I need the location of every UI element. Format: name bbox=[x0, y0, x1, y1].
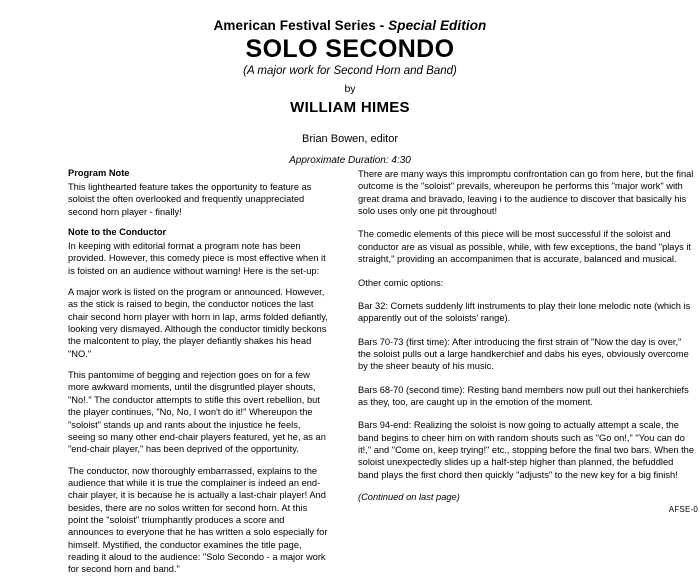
comic-option-bars-68-70: Bars 68-70 (second time): Resting band members now pull out thei hankerchiefs as they, too, are caught up in the emotion of the moment. bbox=[358, 384, 689, 408]
comic-option-bars-94-end: Bars 94-end: Realizing the soloist is now going to actually attempt a scale, the band begins to cheer him on with random shouts such as "Go on!," "You can do it!," and "Come on, keep trying!" etc., stopping before the final two bars. When the soloist unexpectedly slides up a half-step higher than planned, the befuddled band plays the first chord then quickly "adjusts" to the new key for a big finish! bbox=[358, 420, 694, 480]
plate-code: AFSE-0 bbox=[668, 505, 698, 514]
subtitle: (A major work for Second Horn and Band) bbox=[243, 64, 457, 77]
conductor-paragraph-3: This pantomime of begging and rejection goes on for a few more awkward moments, until the disgruntled player shouts, "No!." The conductor attempts to stifle this overt rebellion, but the player continues, "No, No, I won't do it!" Whereupon the "soloist" stands up and rants about the injustice he feels, seeing so many other end-chair players featured, yet he, as an "end-chair player," has been deprived of the opportunity. bbox=[68, 370, 326, 455]
editor-name: Brian Bowen, editor bbox=[302, 132, 398, 145]
conductor-note-heading: Note to the Conductor bbox=[68, 226, 167, 237]
comic-options-label: Other comic options: bbox=[358, 277, 444, 288]
left-column bbox=[0, 168, 340, 585]
right-column bbox=[340, 168, 700, 585]
series-suffix: Special Edition bbox=[388, 18, 487, 33]
composer-name: WILLIAM HIMES bbox=[290, 98, 410, 116]
series-line bbox=[0, 18, 700, 33]
comic-option-bar-32: Bar 32: Cornets suddenly lift instruments to play their lone melodic note (which is apparently out of the soloists' range). bbox=[358, 300, 691, 324]
page-title: SOLO SECONDO bbox=[245, 35, 455, 63]
comic-option-bars-70-73: Bars 70-73 (first time): After introducing the first strain of "Now the day is over," the soloist pulls out a large handkerchief and dabs his eyes, obviously overcome by the sheer beauty of his music. bbox=[358, 336, 689, 372]
conductor-paragraph-4: The conductor, now thoroughly embarrassed, explains to the audience that while it is true the complainer is indeed an end-chair player, it is because he is actually a last-chair player! And besides, there are no solos written for second horn. At this point the "soloist" triumphantly produces a score and announces to everyone that he has written a solo especially for himself. Mystified, the conductor examines the title page, reading it aloud to the audience: "Solo Secondo - a major work for second horn and band." bbox=[68, 465, 328, 575]
continued-note: (Continued on last page) bbox=[358, 492, 460, 503]
program-note-body: This lighthearted feature takes the opportunity to feature as soloist the often overlooked and frequently unappreciated second horn player - finally! bbox=[68, 181, 312, 217]
duration-note: Approximate Duration: 4:30 bbox=[289, 154, 411, 166]
by-label: by bbox=[344, 82, 356, 95]
conductor-paragraph-2: A major work is listed on the program or announced. However, as the stick is raised to begin, the conductor notices the last chair second horn player with horn in lap, arms folded defiantly, looking very dismayed. Although the conductor timidly beckons the malcontent to play, the player defiantly shakes his head "NO." bbox=[68, 286, 328, 359]
series-prefix: American Festival Series - bbox=[213, 18, 389, 33]
right-paragraph-2: The comedic elements of this piece will be most successful if the soloist and conductor are as visual as possible, while, with few exceptions, the band "plays it straight," providing an accompanimen that is accurate, balanced and musical. bbox=[358, 229, 691, 265]
conductor-paragraph-1: In keeping with editorial format a program note has been provided. However, this comedy piece is most effective when it is foisted on an audience without warning! Here is the set-up: bbox=[68, 240, 326, 276]
body-columns bbox=[0, 168, 700, 585]
right-paragraph-1: There are many ways this impromptu confrontation can go from here, but the final outcome is the "soloist" prevails, whereupon he performs this "major work" with great drama and bravado, leaving i to the audience to discover that basically his solo uses only one pit throughout! bbox=[358, 169, 694, 217]
title-block bbox=[0, 0, 700, 166]
program-note-heading: Program Note bbox=[68, 168, 130, 178]
